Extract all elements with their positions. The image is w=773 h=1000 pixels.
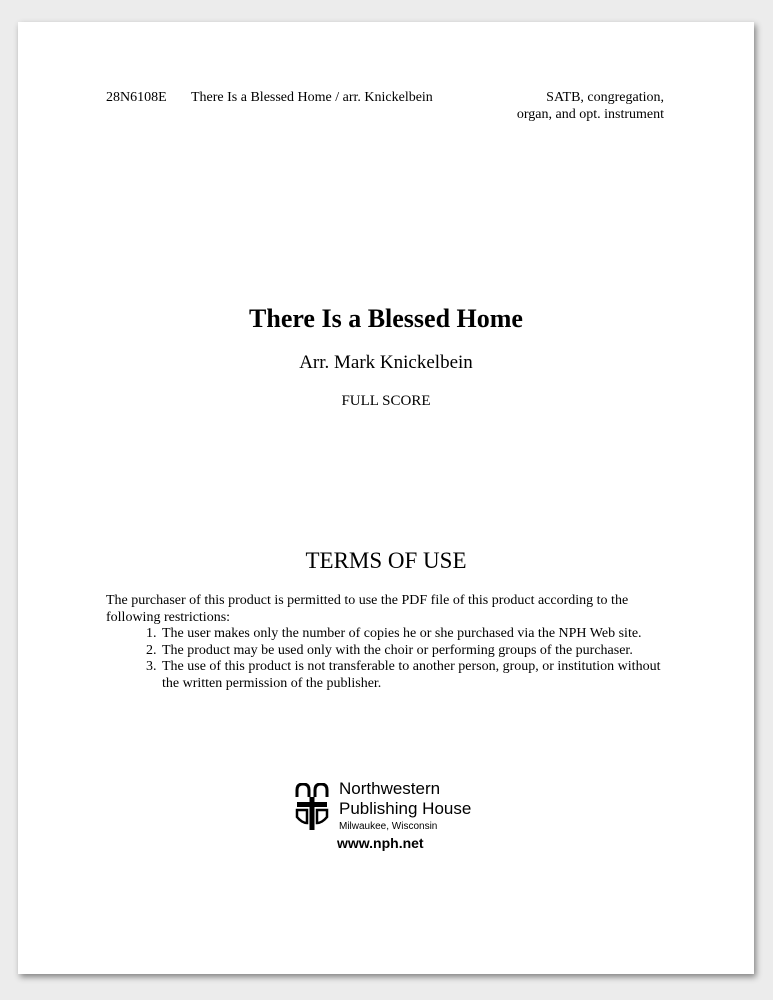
header-title: There Is a Blessed Home / arr. Knickelbein: [191, 90, 433, 105]
terms-body: [106, 593, 676, 692]
publisher-city: Milwaukee, Wisconsin: [339, 821, 438, 832]
terms-list: [106, 626, 676, 692]
voicing-info: [517, 89, 664, 123]
terms-intro: The purchaser of this product is permitted to use the PDF file of this product according to the following restrictions:: [106, 593, 629, 625]
document-page: [18, 22, 754, 974]
publisher-name-line-2: Publishing House: [339, 799, 472, 818]
publisher-logo: [295, 779, 495, 859]
voicing-line-1: SATB, congregation,: [546, 90, 664, 105]
terms-item: 2. The product may be used only with the choir or performing groups of the purchaser.: [160, 643, 676, 660]
page-title: There Is a Blessed Home: [249, 304, 523, 333]
nph-cross-logo-icon: [295, 783, 329, 831]
publisher-name: [339, 779, 471, 819]
arranger: Arr. Mark Knickelbein: [299, 352, 473, 373]
publisher-url[interactable]: www.nph.net: [337, 835, 424, 851]
score-type: FULL SCORE: [341, 393, 431, 409]
publisher-name-line-1: Northwestern: [339, 779, 441, 798]
terms-item: 1. The user makes only the number of copies he or she purchased via the NPH Web site.: [160, 626, 676, 643]
terms-item: 3. The use of this product is not transferable to another person, group, or institution without the written permission of the publisher.: [160, 659, 676, 692]
product-code: 28N6108E: [106, 90, 167, 105]
terms-heading: TERMS OF USE: [305, 548, 467, 573]
voicing-line-2: organ, and opt. instrument: [516, 107, 664, 122]
